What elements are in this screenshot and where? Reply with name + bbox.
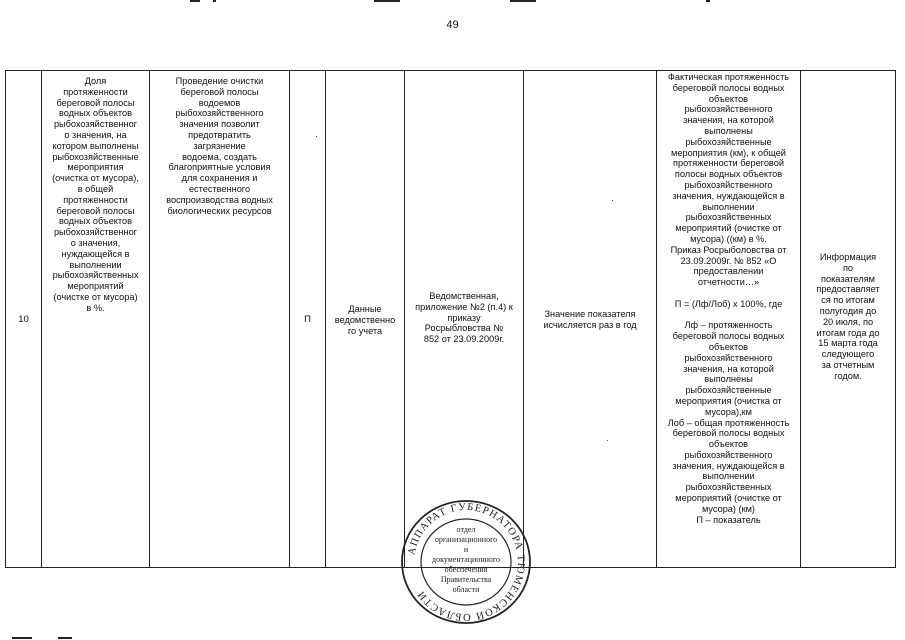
stamp-line: организационного	[434, 535, 498, 544]
data-source-cell: Данные ведомственно го учета	[334, 304, 396, 336]
scan-speck	[612, 200, 613, 201]
periodicity-cell: Значение показателя исчисляется раз в год	[543, 309, 637, 330]
justification-cell: Проведение очистки береговой полосы водоемов рыбохозяйственного значения позволит предотвратить загрязнение водоема, создать благоприятные условия для сохранения и естественного воспроизводства водных биологических ресурсов	[166, 76, 273, 216]
page-number: 49	[446, 19, 459, 31]
scan-mark	[58, 637, 72, 639]
scan-mark	[706, 0, 710, 2]
reporting-cell: Информация по показателям предоставляет ся по итогам полугодия до 20 июля, по итогам года до 15 марта года следующего за отчетным годом.	[816, 252, 880, 381]
official-stamp	[398, 498, 534, 626]
stamp-line: документационного	[432, 555, 500, 564]
scan-mark	[213, 0, 216, 2]
column-divider	[895, 70, 896, 568]
stamp-ring-text: АППАРАТ ГУБЕРНАТОРА ТЮМЕНСКОЙ ОБЛАСТИ	[406, 501, 527, 623]
stamp-line: области	[452, 585, 480, 594]
row-number-cell: 10	[18, 314, 29, 325]
indicator-type-cell: П	[304, 314, 311, 325]
table-top-border	[5, 70, 895, 71]
scan-mark	[374, 0, 400, 2]
scan-mark	[190, 0, 200, 2]
scan-mark	[510, 0, 536, 2]
indicator-name-cell: Доля протяженности береговой полосы водных объектов рыбохозяйственног о значения, на котором выполнены рыбохозяйственные мероприятия (очистка от мусора), в общей протяженности береговой полосы водных объектов рыбохозяйственног о значения, нуждающейся в выполнении рыбохозяйственных мероприятий (очистке от мусора) в %.	[52, 76, 139, 313]
scan-speck	[316, 136, 317, 137]
stamp-line: и	[463, 545, 469, 554]
methodology-cell: Фактическая протяженность береговой полосы водных объектов рыбохозяйственного значения, на которой выполнены рыбохозяйственные мероприятия (км), к общей протяженности береговой полосы водных объектов рыбохозяйственного значения, нуждающейся в выполнении рыбохозяйственных мероприятий (очистке от мусора) ((км) в %. Приказ Росрыболовства от 23.09.2009г. № 852 «О предоставлении отчетности…» П = (Лф/Лоб) x 100%, где Лф – протяженность береговой полосы водных объектов рыбохозяйственного значения, на которой выполнены рыбохозяйственные мероприятия (очистка от мусора),км Лоб – общая протяженность береговой полосы водных объектов рыбохозяйственного значения, нуждающейся в выполнении рыбохозяйственных мероприятий (очистке от мусора) (км) П – показатель	[667, 72, 790, 525]
scan-speck	[607, 440, 608, 441]
scan-mark	[12, 637, 32, 639]
stamp-line: Правительства	[440, 575, 492, 584]
stamp-line: отдел	[456, 525, 476, 534]
stamp-line: обеспечения	[444, 565, 488, 574]
reference-cell: Ведомственная, приложение №2 (п.4) к приказу Росрыбловства № 852 от 23.09.2009г.	[415, 291, 513, 345]
